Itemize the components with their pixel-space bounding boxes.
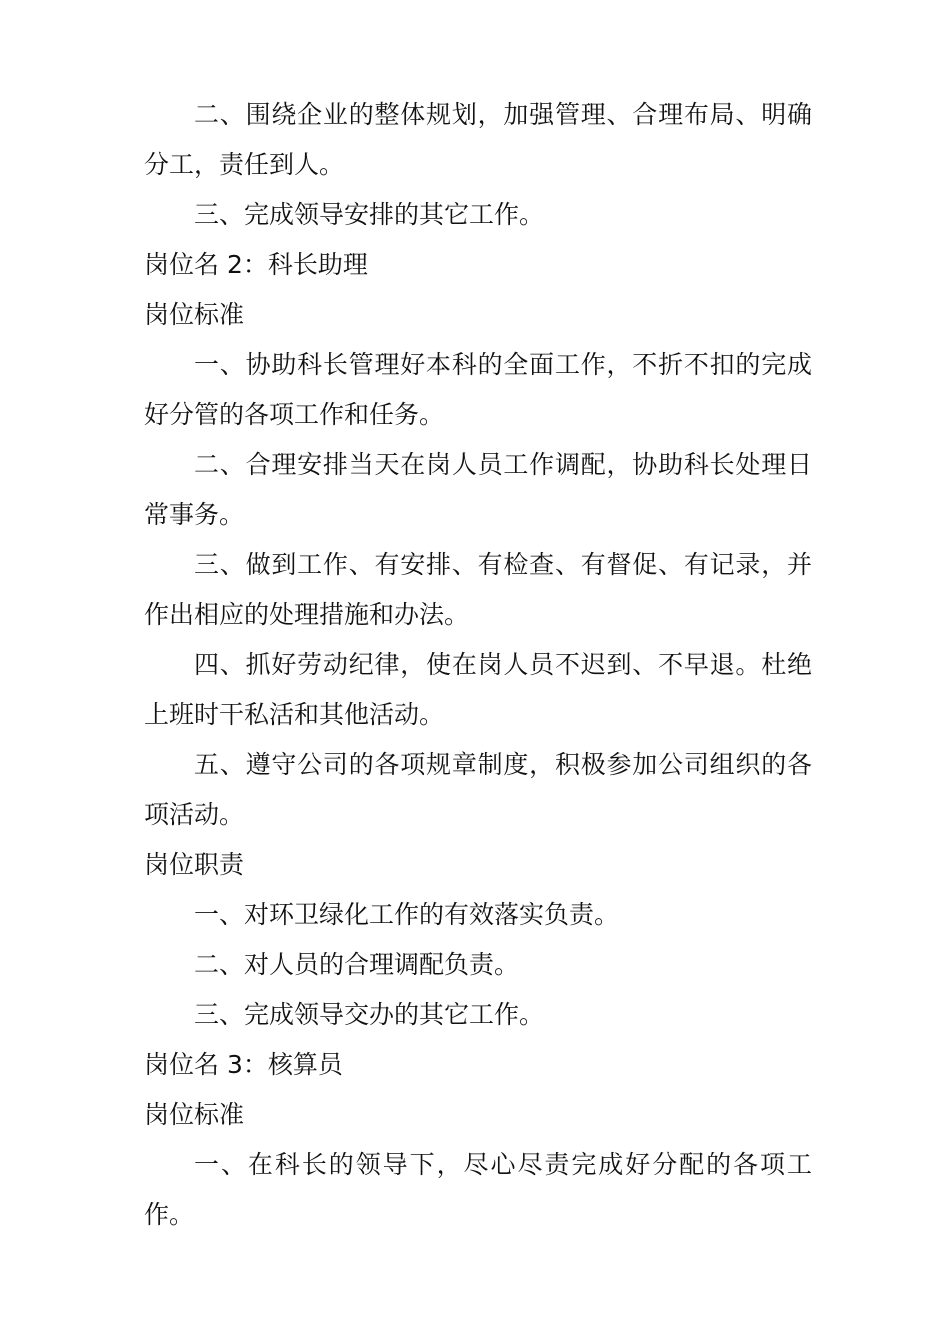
section-heading: 岗位名 2：科长助理 (144, 250, 368, 279)
paragraph-item: 三、做到工作、有安排、有检查、有督促、有记录，并作出相应的处理措施和办法。 (144, 550, 812, 629)
section-heading: 岗位职责 (144, 850, 245, 879)
paragraph-item: 一、对环卫绿化工作的有效落实负责。 (194, 900, 620, 929)
section-heading: 岗位标准 (144, 1100, 245, 1129)
section-heading: 岗位标准 (144, 300, 245, 329)
paragraph-item: 二、合理安排当天在岗人员工作调配，协助科长处理日常事务。 (144, 450, 812, 529)
paragraph-item: 四、抓好劳动纪律，使在岗人员不迟到、不早退。杜绝上班时干私活和其他活动。 (144, 650, 812, 729)
paragraph-item: 一、协助科长管理好本科的全面工作，不折不扣的完成好分管的各项工作和任务。 (144, 350, 812, 429)
section-heading: 岗位名 3：核算员 (144, 1050, 343, 1079)
paragraph-item: 三、完成领导安排的其它工作。 (194, 200, 545, 229)
paragraph-item: 一、在科长的领导下，尽心尽责完成好分配的各项工作。 (144, 1150, 812, 1229)
paragraph-item: 三、完成领导交办的其它工作。 (194, 1000, 545, 1029)
document-body (144, 90, 812, 1240)
paragraph-item: 五、遵守公司的各项规章制度，积极参加公司组织的各项活动。 (144, 750, 812, 829)
paragraph-item: 二、对人员的合理调配负责。 (194, 950, 520, 979)
paragraph-item: 二、围绕企业的整体规划，加强管理、合理布局、明确分工，责任到人。 (144, 100, 812, 179)
